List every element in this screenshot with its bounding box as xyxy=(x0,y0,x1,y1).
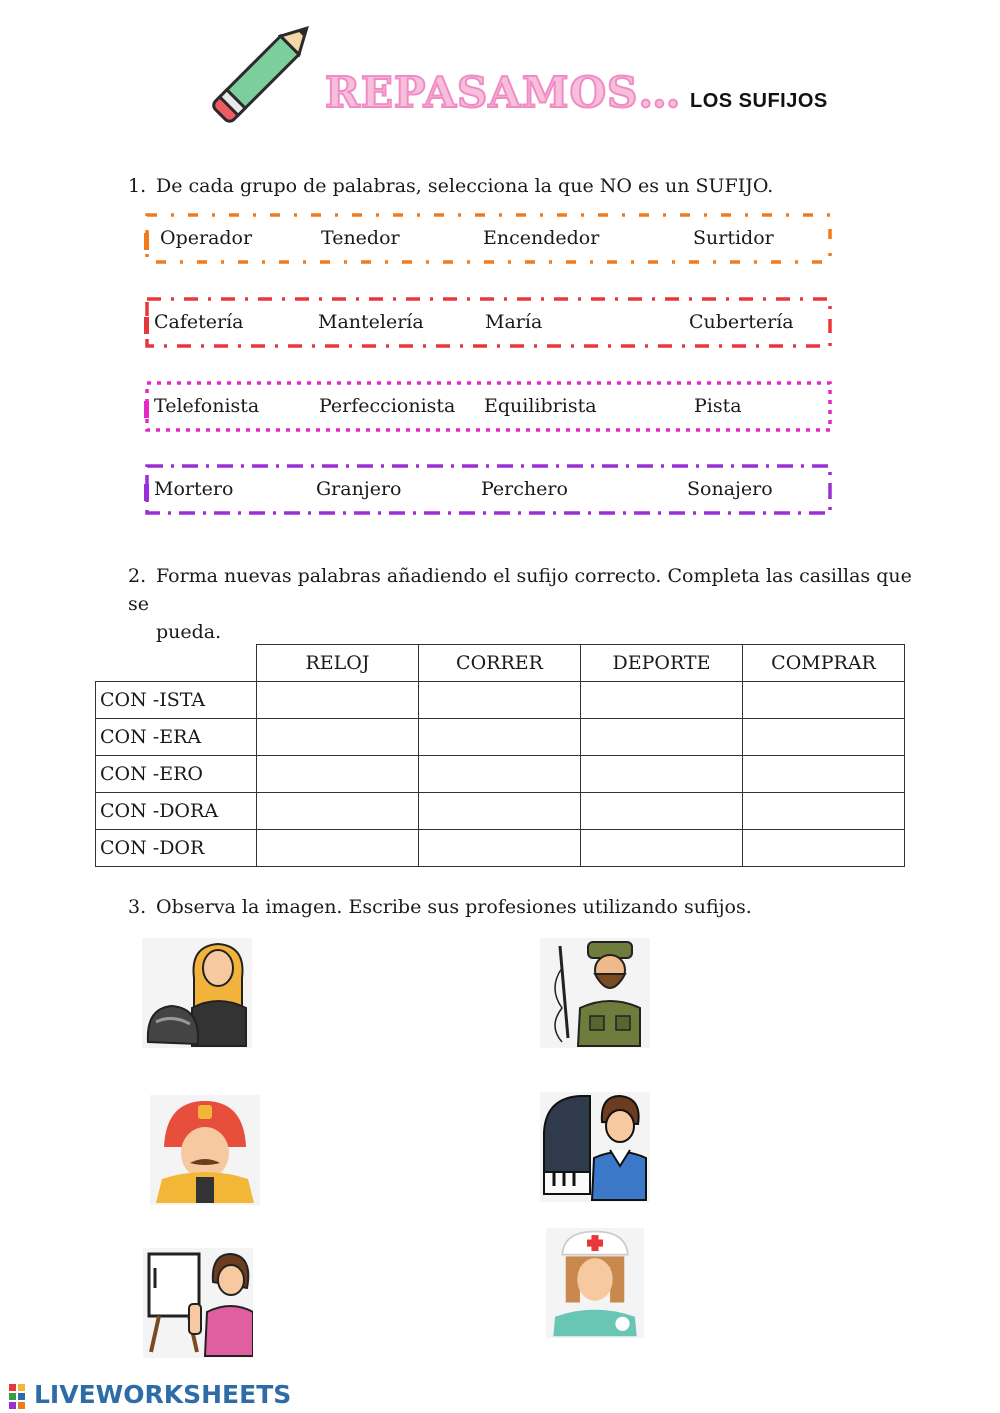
word-option[interactable]: Encendedor xyxy=(483,227,600,249)
answer-cell[interactable] xyxy=(581,719,743,756)
table-header-row xyxy=(96,645,905,682)
row-header: CON -ERO xyxy=(96,756,257,793)
answer-cell[interactable] xyxy=(581,756,743,793)
word-option[interactable]: Surtidor xyxy=(693,227,774,249)
answer-cell[interactable] xyxy=(257,719,419,756)
word-option[interactable]: Tenedor xyxy=(321,227,400,249)
row-header: CON -ISTA xyxy=(96,682,257,719)
row-header: CON -ERA xyxy=(96,719,257,756)
column-header: CORRER xyxy=(419,645,581,682)
footer-brand: LIVEWORKSHEETS xyxy=(34,1380,292,1409)
word-option[interactable]: Sonajero xyxy=(687,478,773,500)
answer-cell[interactable] xyxy=(419,756,581,793)
exercise-3-instruction xyxy=(128,896,752,918)
word-option[interactable]: Pista xyxy=(694,395,742,417)
word-option[interactable]: Cafetería xyxy=(154,311,244,333)
answer-cell[interactable] xyxy=(743,756,905,793)
word-option[interactable]: Perchero xyxy=(481,478,568,500)
exercise-number: 3. xyxy=(128,896,147,918)
word-group xyxy=(145,463,830,511)
row-header: CON -DORA xyxy=(96,793,257,830)
exercise-number: 2. xyxy=(128,565,147,587)
word-option[interactable]: María xyxy=(485,311,543,333)
nurse-icon xyxy=(540,1228,650,1338)
word-option[interactable]: Equilibrista xyxy=(484,395,597,417)
answer-cell[interactable] xyxy=(581,830,743,867)
column-header: COMPRAR xyxy=(743,645,905,682)
exercise-2-instruction xyxy=(128,562,918,646)
table-row xyxy=(96,793,905,830)
word-option[interactable]: Mantelería xyxy=(318,311,424,333)
page-title: REPASAMOS… xyxy=(325,68,682,117)
exercise-text: De cada grupo de palabras, selecciona la que NO es un SUFIJO. xyxy=(156,175,774,197)
table-row xyxy=(96,830,905,867)
answer-cell[interactable] xyxy=(743,793,905,830)
table-row xyxy=(96,682,905,719)
exercise-text: Forma nuevas palabras añadiendo el sufijo correcto. Completa las casillas que se xyxy=(128,565,912,615)
answer-cell[interactable] xyxy=(743,830,905,867)
column-header: DEPORTE xyxy=(581,645,743,682)
group-marker xyxy=(144,233,149,250)
exercise-text-continued: pueda. xyxy=(156,621,222,643)
exercise-number: 1. xyxy=(128,175,147,197)
group-marker xyxy=(144,484,149,501)
word-option[interactable]: Perfeccionista xyxy=(319,395,456,417)
page-subtitle: LOS SUFIJOS xyxy=(690,90,828,112)
word-group xyxy=(145,296,830,344)
answer-cell[interactable] xyxy=(743,719,905,756)
motorcyclist-icon xyxy=(142,938,252,1048)
word-option[interactable]: Cubertería xyxy=(689,311,794,333)
painter-icon xyxy=(143,1248,253,1358)
group-marker xyxy=(144,401,149,418)
answer-cell[interactable] xyxy=(257,756,419,793)
answer-cell[interactable] xyxy=(743,682,905,719)
table-row xyxy=(96,756,905,793)
group-marker xyxy=(144,317,149,334)
answer-cell[interactable] xyxy=(257,830,419,867)
suffix-table xyxy=(95,644,905,867)
answer-cell[interactable] xyxy=(257,793,419,830)
column-header: RELOJ xyxy=(257,645,419,682)
table-row xyxy=(96,719,905,756)
word-option[interactable]: Operador xyxy=(160,227,253,249)
liveworksheets-logo-icon xyxy=(8,1382,36,1410)
answer-cell[interactable] xyxy=(581,793,743,830)
word-option[interactable]: Mortero xyxy=(154,478,234,500)
table-corner xyxy=(96,645,257,682)
exercise-1-instruction xyxy=(128,175,773,197)
word-group xyxy=(145,212,830,260)
answer-cell[interactable] xyxy=(419,719,581,756)
word-group xyxy=(145,380,830,428)
answer-cell[interactable] xyxy=(419,830,581,867)
pencil-icon xyxy=(200,5,330,135)
answer-cell[interactable] xyxy=(257,682,419,719)
fisherman-icon xyxy=(540,938,650,1048)
word-option[interactable]: Granjero xyxy=(316,478,402,500)
answer-cell[interactable] xyxy=(419,682,581,719)
firefighter-icon xyxy=(150,1095,260,1205)
exercise-text: Observa la imagen. Escribe sus profesiones utilizando sufijos. xyxy=(156,896,752,918)
answer-cell[interactable] xyxy=(581,682,743,719)
answer-cell[interactable] xyxy=(419,793,581,830)
row-header: CON -DOR xyxy=(96,830,257,867)
pianist-icon xyxy=(540,1092,650,1202)
word-option[interactable]: Telefonista xyxy=(154,395,260,417)
